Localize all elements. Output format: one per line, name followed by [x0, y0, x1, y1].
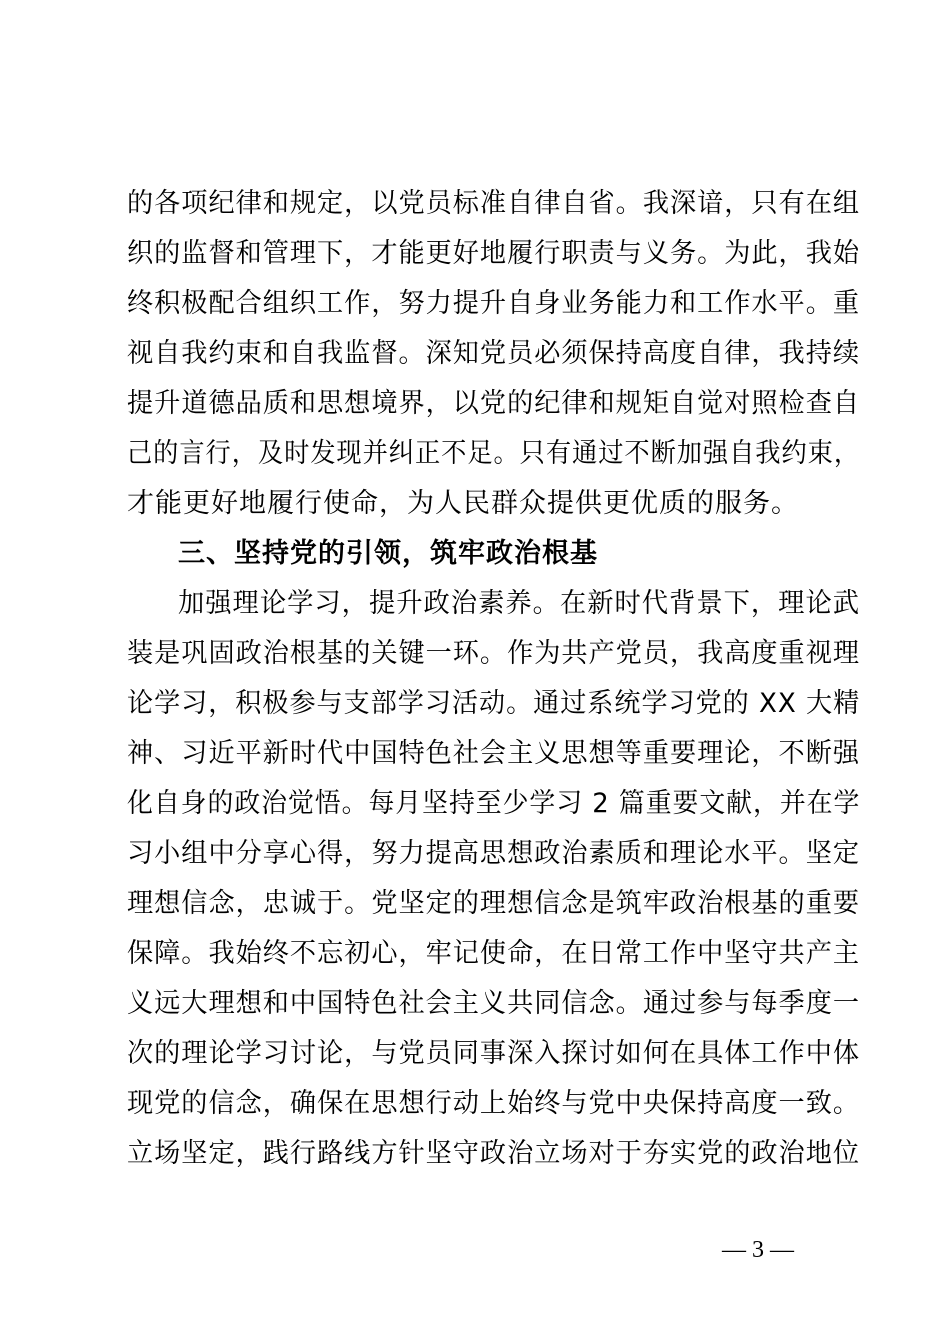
paragraph-line: 的各项纪律和规定，以党员标准自律自省。我深谙，只有在组 [127, 188, 860, 219]
paragraph-line: 保障。我始终不忘初心，牢记使命，在日常工作中坚守共产主 [127, 938, 860, 969]
paragraph-line: 化自身的政治觉悟。每月坚持至少学习 2 篇重要文献，并在学 [127, 788, 861, 819]
page-number: — 3 — [722, 1237, 794, 1263]
paragraph-line: 神、习近平新时代中国特色社会主义思想等重要理论，不断强 [127, 738, 860, 769]
paragraph-line: 织的监督和管理下，才能更好地履行职责与义务。为此，我始 [127, 238, 860, 269]
paragraph-line: 理想信念，忠诚于。党坚定的理想信念是筑牢政治根基的重要 [127, 888, 860, 919]
paragraph-line: 习小组中分享心得，努力提高思想政治素质和理论水平。坚定 [127, 838, 860, 869]
paragraph-line: 视自我约束和自我监督。深知党员必须保持高度自律，我持续 [127, 338, 860, 369]
paragraph-line: 现党的信念，确保在思想行动上始终与党中央保持高度一致。 [127, 1088, 860, 1119]
paragraph-line: 终积极配合组织工作，努力提升自身业务能力和工作水平。重 [127, 288, 860, 319]
paragraph-line: 义远大理想和中国特色社会主义共同信念。通过参与每季度一 [127, 988, 860, 1019]
section-heading: 三、坚持党的引领，筑牢政治根基 [178, 538, 598, 569]
paragraph-line: 论学习，积极参与支部学习活动。通过系统学习党的 XX 大精 [127, 688, 861, 719]
paragraph-line: 提升道德品质和思想境界，以党的纪律和规矩自觉对照检查自 [127, 388, 860, 419]
paragraph-line: 立场坚定，践行路线方针坚守政治立场对于夯实党的政治地位 [127, 1138, 860, 1169]
paragraph-line: 己的言行，及时发现并纠正不足。只有通过不断加强自我约束， [127, 438, 860, 469]
paragraph-line: 装是巩固政治根基的关键一环。作为共产党员，我高度重视理 [127, 638, 860, 669]
paragraph-line: 次的理论学习讨论，与党员同事深入探讨如何在具体工作中体 [127, 1038, 860, 1069]
paragraph-line: 才能更好地履行使命，为人民群众提供更优质的服务。 [127, 488, 799, 519]
paragraph-line: 加强理论学习，提升政治素养。在新时代背景下，理论武 [178, 588, 860, 619]
